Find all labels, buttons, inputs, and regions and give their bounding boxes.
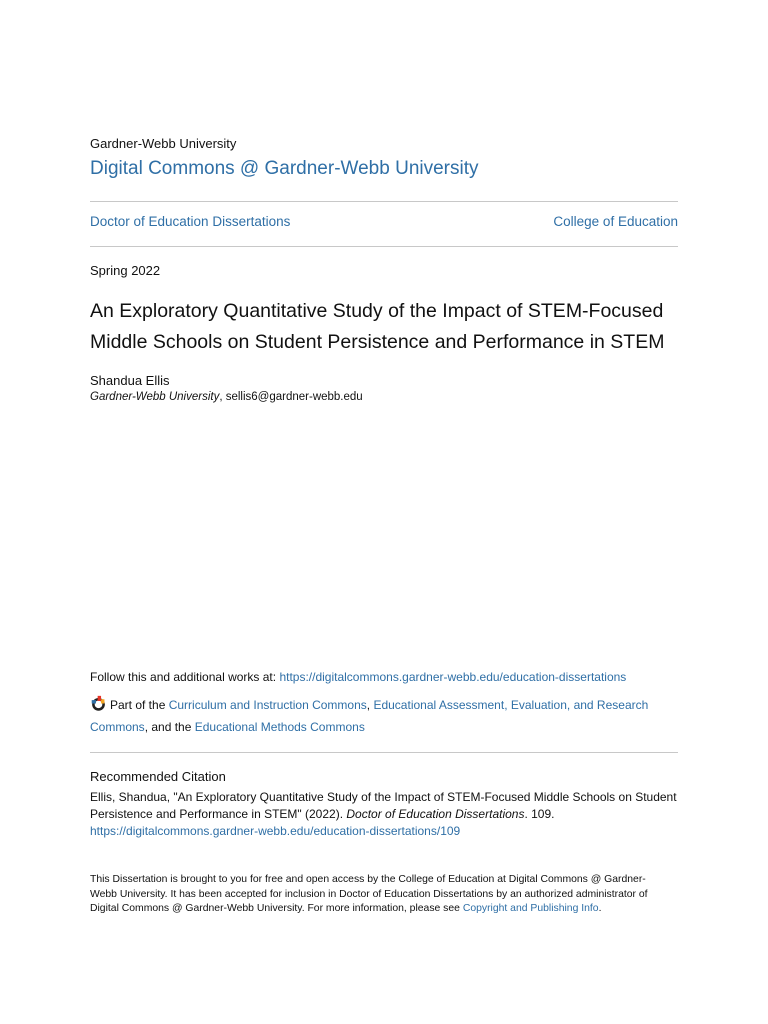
network-commons-icon [90,695,107,712]
follow-line [90,670,626,684]
follow-url-link[interactable]: https://digitalcommons.gardner-webb.edu/education-dissertations [279,670,627,684]
part-of-commons [90,694,690,738]
assessment-commons-link[interactable]: Educational Assessment, Evaluation, and Research Commons [90,698,649,734]
divider-citation [90,752,678,753]
college-link[interactable]: College of Education [553,214,678,229]
curriculum-commons-link[interactable]: Curriculum and Instruction Commons [168,698,367,712]
author-email: , sellis6@gardner-webb.edu [219,391,363,403]
series-link[interactable]: Doctor of Education Dissertations [90,214,291,229]
methods-commons-link[interactable]: Educational Methods Commons [194,720,365,734]
citation-text [90,789,690,840]
citation-heading: Recommended Citation [90,769,226,784]
repository-link[interactable]: Digital Commons @ Gardner-Webb University [90,158,479,179]
publication-date: Spring 2022 [90,263,161,278]
citation-url-link[interactable]: https://digitalcommons.gardner-webb.edu/education-dissertations/109 [90,824,461,838]
author-name: Shandua Ellis [90,373,170,388]
university-name: Gardner-Webb University [90,136,237,151]
paper-title: An Exploratory Quantitative Study of the Impact of STEM-Focused Middle Schools on Student Persistence and Performance in STEM [90,300,665,353]
author-affiliation [90,391,363,403]
follow-label: Follow this and additional works at: [90,670,280,684]
part-of-sep-2: , and the [144,720,195,734]
citation-number: . 109. [524,807,555,821]
access-notice-text: This Dissertation is brought to you for free and open access by the College of Education at Digital Commons @ Gardner-Webb University. It has been accepted for inclusion in Doctor of Education Dissertations by an authorized administrator of Digital Commons @ Gardner-Webb University. For more information, please see [90,874,648,914]
divider-top [90,201,678,202]
part-of-prefix: Part of the [110,698,169,712]
affiliation-name: Gardner-Webb University [90,391,220,403]
access-notice-end: . [598,903,602,914]
citation-body: Ellis, Shandua, "An Exploratory Quantitative Study of the Impact of STEM-Focused Middle Schools on Student Persistence and Performance in STEM" (2022). [90,790,677,821]
citation-journal: Doctor of Education Dissertations [346,807,525,821]
copyright-info-link[interactable]: Copyright and Publishing Info [462,903,599,914]
access-notice [90,873,670,917]
divider-nav [90,246,678,247]
part-of-sep-1: , [366,698,374,712]
